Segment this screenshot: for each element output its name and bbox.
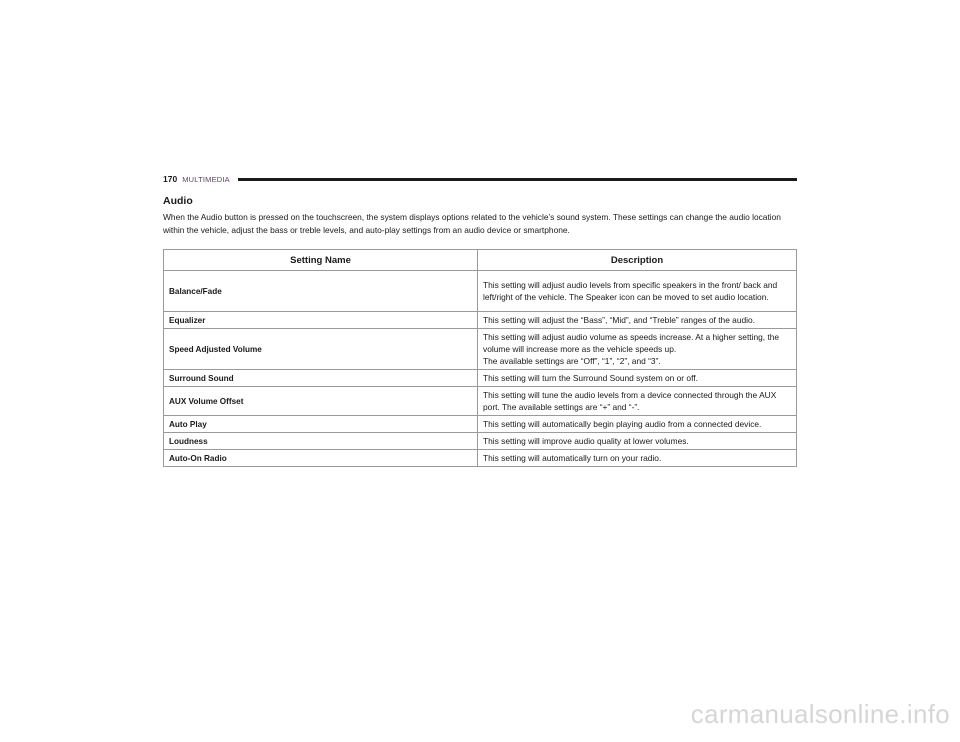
table-row	[164, 450, 797, 467]
table-row	[164, 370, 797, 387]
setting-description	[478, 329, 797, 370]
table-header-row	[164, 250, 797, 271]
setting-description: This setting will turn the Surround Sound system on or off.	[478, 370, 797, 387]
setting-name: AUX Volume Offset	[164, 387, 478, 416]
setting-description-line: This setting will adjust audio volume as speeds increase. At a higher setting, the volume will increase more as the vehicle speeds up.	[483, 331, 780, 354]
setting-description: This setting will tune the audio levels from a device connected through the AUX port. The available settings are “+” and “-”.	[478, 387, 797, 416]
setting-description: This setting will adjust audio levels from specific speakers in the front/ back and left/right of the vehicle. The Speaker icon can be moved to set audio location.	[478, 271, 797, 312]
column-header-description: Description	[478, 250, 797, 271]
page-header	[163, 172, 797, 186]
section-title: MULTIMEDIA	[182, 174, 230, 184]
setting-name: Loudness	[164, 433, 478, 450]
table-row	[164, 312, 797, 329]
table-row	[164, 271, 797, 312]
setting-name: Auto-On Radio	[164, 450, 478, 467]
setting-name: Balance/Fade	[164, 271, 478, 312]
table-row	[164, 433, 797, 450]
watermark: carmanualsonline.info	[690, 699, 950, 729]
column-header-setting-name: Setting Name	[164, 250, 478, 271]
table-row	[164, 416, 797, 433]
setting-name: Surround Sound	[164, 370, 478, 387]
setting-description: This setting will automatically begin playing audio from a connected device.	[478, 416, 797, 433]
setting-description: This setting will adjust the “Bass”, “Mid”, and “Treble” ranges of the audio.	[478, 312, 797, 329]
table-row	[164, 329, 797, 370]
intro-paragraph: When the Audio button is pressed on the touchscreen, the system displays options related to the vehicle’s sound system. These settings can change the audio location within the vehicle, adjust the bass or treble levels, and auto-play settings from an audio device or smartphone.	[163, 212, 781, 235]
setting-name: Equalizer	[164, 312, 478, 329]
section-heading: Audio	[163, 195, 193, 207]
header-rule	[238, 178, 797, 181]
setting-name: Auto Play	[164, 416, 478, 433]
audio-settings-table	[163, 249, 797, 467]
page-number: 170	[163, 174, 178, 184]
table-row	[164, 387, 797, 416]
setting-name: Speed Adjusted Volume	[164, 329, 478, 370]
setting-description: This setting will automatically turn on your radio.	[478, 450, 797, 467]
setting-description-line: The available settings are “Off”, “1”, “2”, and “3”.	[483, 356, 661, 367]
setting-description: This setting will improve audio quality at lower volumes.	[478, 433, 797, 450]
